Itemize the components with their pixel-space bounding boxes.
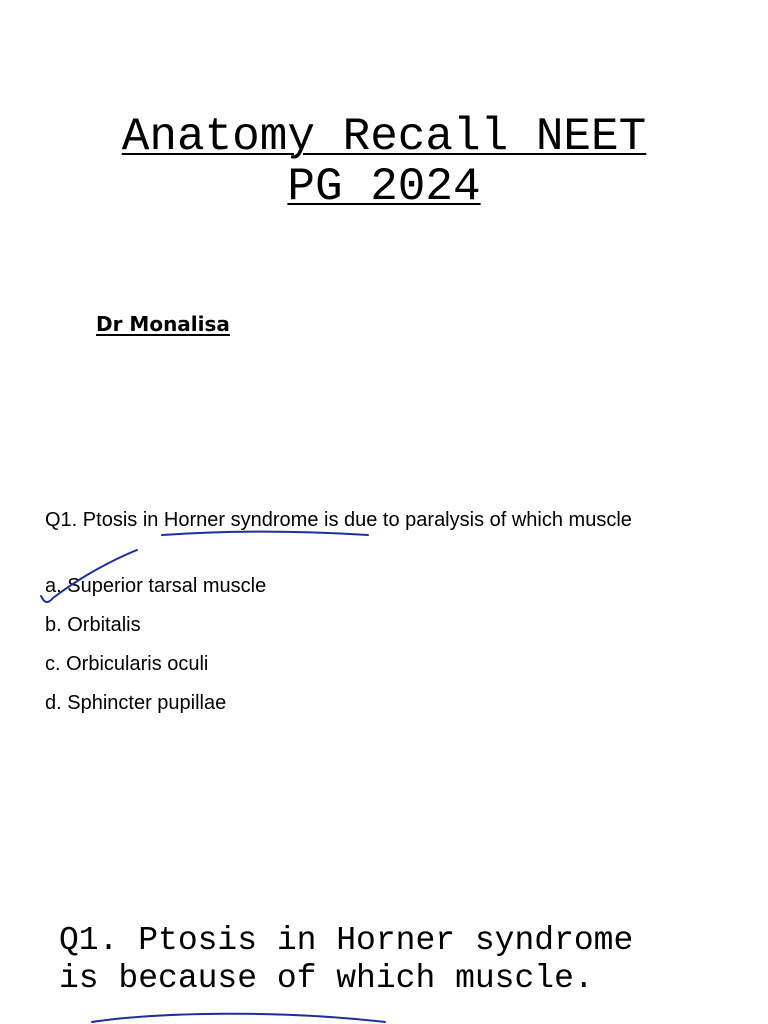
answer-options	[45, 572, 266, 728]
author-name: Dr Monalisa	[96, 312, 230, 336]
option-c: c. Orbicularis oculi	[45, 653, 209, 675]
option-b: b. Orbitalis	[45, 614, 141, 636]
big-question-line-1: Q1. Ptosis in Horner syndrome	[59, 922, 634, 959]
bottom-underline-stroke	[92, 1014, 385, 1022]
question-text: Q1. Ptosis in Horner syndrome is due to paralysis of which muscle	[45, 509, 632, 531]
big-question-line-2: is because of which muscle.	[59, 960, 594, 997]
option-a: a. Superior tarsal muscle	[45, 575, 267, 597]
title-line-1: Anatomy Recall NEET	[121, 111, 647, 163]
page-title	[0, 112, 768, 212]
big-question	[59, 922, 759, 998]
title-line-2: PG 2024	[287, 161, 481, 213]
option-d: d. Sphincter pupillae	[45, 692, 227, 714]
